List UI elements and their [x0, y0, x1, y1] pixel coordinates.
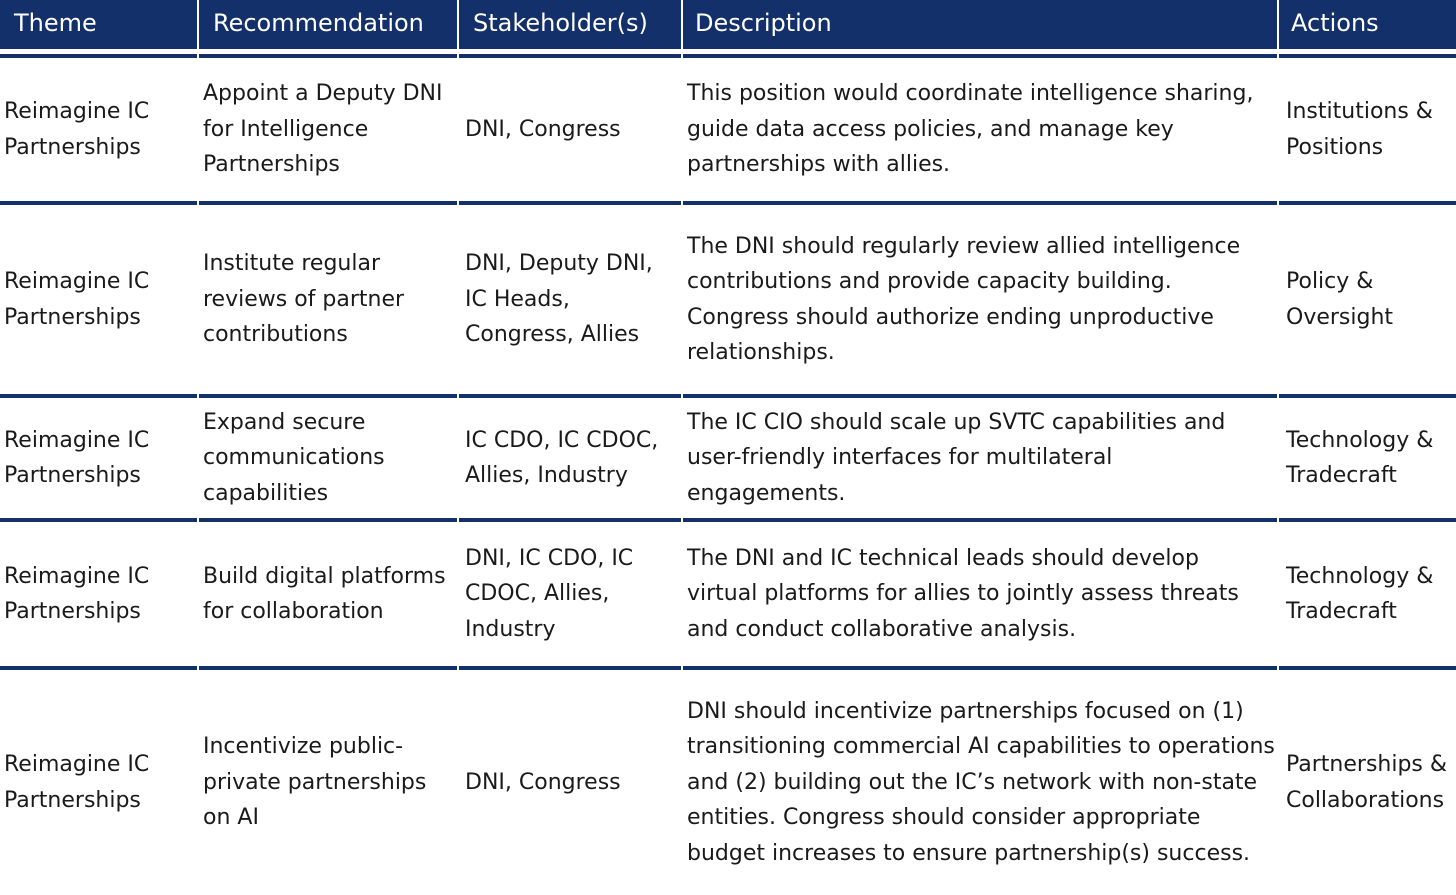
table-header — [0, 0, 1456, 49]
theme-cell: Reimagine IC Partnerships — [4, 427, 150, 488]
recommendation-cell: Incentivize public-private partnerships on AI — [203, 734, 427, 831]
theme-cell: Reimagine IC Partnerships — [4, 752, 150, 813]
actions-cell: Policy & Oversight — [1286, 269, 1394, 330]
recommendation-cell: Expand secure communications capabilities — [203, 409, 385, 506]
theme-cell: Reimagine IC Partnerships — [4, 563, 150, 624]
recommendation-cell: Appoint a Deputy DNI for Intelligence Partnerships — [203, 81, 443, 178]
description-cell: This position would coordinate intelligence sharing, guide data access policies, and manage key partnerships with allies. — [687, 81, 1254, 178]
actions-cell: Technology & Tradecraft — [1286, 563, 1434, 624]
header-theme: Theme — [14, 9, 97, 37]
stakeholders-cell: DNI, Congress — [465, 769, 621, 795]
description-cell: The DNI and IC technical leads should develop virtual platforms for allies to jointly assess threats and conduct collaborative analysis. — [687, 545, 1239, 642]
description-cell: The DNI should regularly review allied intelligence contributions and provide capacity building. Congress should authorize ending unproductive relationships. — [687, 233, 1241, 365]
stakeholders-cell: IC CDO, IC CDOC, Allies, Industry — [465, 427, 659, 488]
header-stakeholders: Stakeholder(s) — [473, 9, 648, 37]
recommendation-cell: Institute regular reviews of partner contributions — [203, 251, 405, 348]
header-actions: Actions — [1291, 9, 1379, 37]
header-divider — [197, 0, 199, 49]
table-row — [0, 205, 1456, 394]
description-cell: The IC CIO should scale up SVTC capabilities and user-friendly interfaces for multilateral engagements. — [687, 409, 1226, 506]
stakeholders-cell: DNI, IC CDO, IC CDOC, Allies, Industry — [465, 545, 634, 642]
recommendation-cell: Build digital platforms for collaboration — [203, 563, 446, 624]
table-row — [0, 58, 1456, 201]
table-row — [0, 670, 1456, 895]
header-divider — [681, 0, 683, 49]
header-divider — [1277, 0, 1279, 49]
stakeholders-cell: DNI, Congress — [465, 116, 621, 142]
actions-cell: Partnerships & Collaborations — [1286, 752, 1448, 813]
stakeholders-cell: DNI, Deputy DNI, IC Heads, Congress, Allies — [465, 251, 653, 348]
table-row — [0, 522, 1456, 666]
table-row — [0, 398, 1456, 518]
theme-cell: Reimagine IC Partnerships — [4, 99, 150, 160]
actions-cell: Institutions & Positions — [1286, 99, 1433, 160]
header-recommendation: Recommendation — [213, 9, 424, 37]
header-divider — [457, 0, 459, 49]
header-description: Description — [695, 9, 832, 37]
actions-cell: Technology & Tradecraft — [1286, 427, 1434, 488]
theme-cell: Reimagine IC Partnerships — [4, 269, 150, 330]
description-cell: DNI should incentivize partnerships focused on (1) transitioning commercial AI capabilities to operations and (2) building out the IC’s network with non-state entities. Congress should consider appropriate budget increases to ensure partnership(s) success. — [687, 698, 1275, 866]
